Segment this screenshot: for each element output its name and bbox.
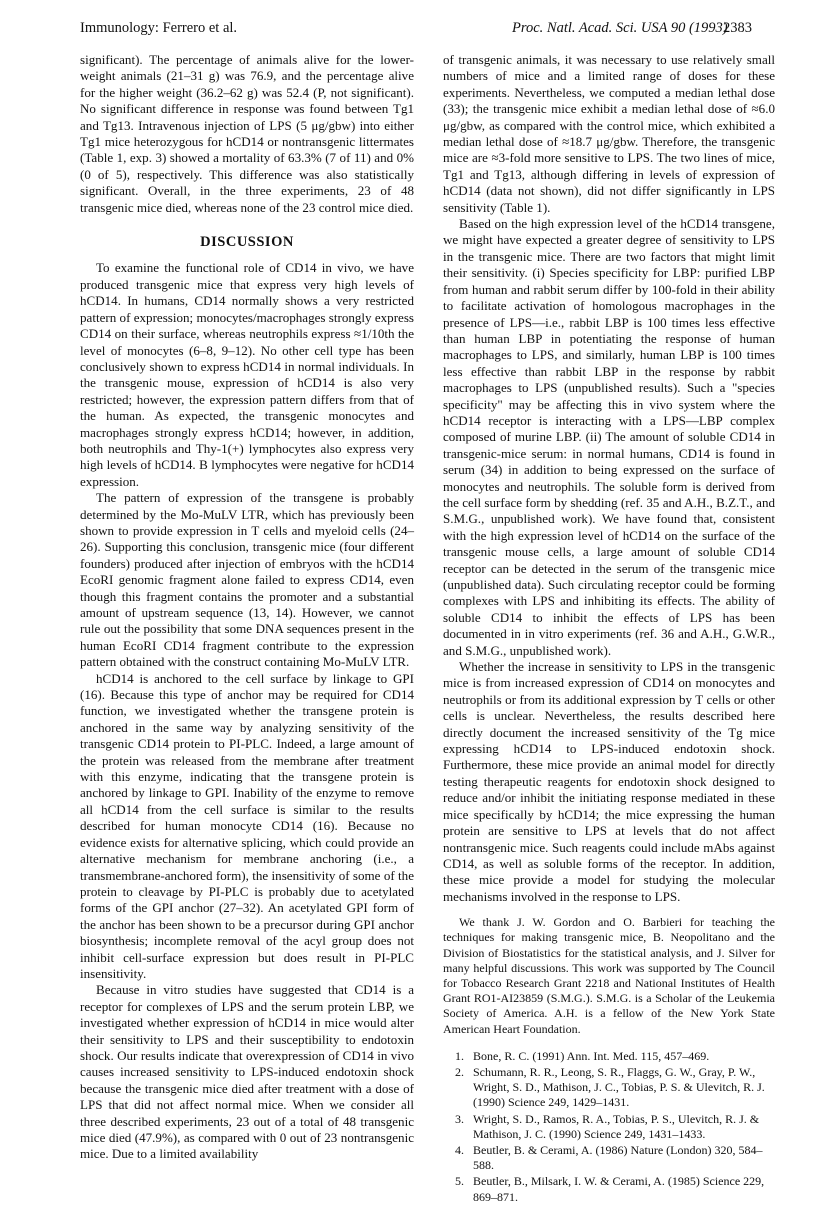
- reference-number: 5.: [455, 1174, 464, 1189]
- reference-number: 1.: [455, 1048, 464, 1063]
- running-header: [80, 20, 752, 42]
- header-section-authors: Immunology: Ferrero et al.: [80, 20, 238, 36]
- reference-number: 3.: [455, 1111, 464, 1126]
- reference-text: Wright, S. D., Ramos, R. A., Tobias, P. S., Ulevitch, R. J. & Mathison, J. C. (1990) Science 249, 1431–1433.: [473, 1111, 760, 1141]
- reference-item: [443, 1143, 775, 1173]
- header-journal-citation: Proc. Natl. Acad. Sci. USA 90 (1993): [512, 20, 728, 36]
- reference-text: Schumann, R. R., Leong, S. R., Flaggs, G. W., Gray, P. W., Wright, S. D., Mathison, J. C., Tobias, P. S. & Ulevitch, R. J. (1990) Science 249, 1429–1431.: [473, 1064, 765, 1110]
- reference-item: [443, 1174, 775, 1204]
- discussion-paragraph-3: hCD14 is anchored to the cell surface by linkage to GPI (16). Because this type of anchor may be required for CD14 function, we investigated whether the transgene protein is anchored in the same way by analyzing sensitivity of the transgenic CD14 protein to PI-PLC. Indeed, a large amount of the protein was released from the membrane after treatment with this enzyme, indicating that the transgene protein is anchored by linkage to GPI. Inability of the enzyme to remove all hCD14 from the cell surface is similar to the results described for human monocyte CD14 (16). Because no evidence exists for alternative splicing, which could provide an alternative mechanism for membrane anchoring (i.e., a transmembrane-anchored form), the insensitivity of some of the protein to cleavage by PI-PLC is probably due to acetylated forms of the GPI anchor (27–32). An acetylated GPI form of the anchor has been shown to be a precursor during GPI anchor biosynthesis; incomplete removal of the acyl group does not inhibit cell-surface expression but does result in PI-PLC insensitivity.: [80, 670, 414, 981]
- discussion-heading: DISCUSSION: [200, 234, 294, 251]
- discussion-paragraph-5: of transgenic animals, it was necessary to use relatively small numbers of mice and a limited range of doses for these experiments. Nevertheless, we computed a median lethal dose (33); the transgenic mice exhibit a median lethal dose of ≈6.0 μg/gbw, as compared with the control mice, which exhibited a median lethal dose of ≈18.7 μg/gbw. Therefore, the transgenic mice are ≈3-fold more sensitive to LPS. The two lines of mice, Tg1 and Tg13, although differing in levels of expression of hCD14 (data not shown), did not differ significantly in LPS sensitivity (Table 1).: [443, 52, 775, 215]
- discussion-paragraph-7: Whether the increase in sensitivity to LPS in the transgenic mice is from increased expression of CD14 on monocytes and neutrophils or from its additional expression by T cells or other cells is unclear. Nevertheless, the results described here directly document the increased sensitivity of the Tg mice expressing hCD14 to LPS-induced endotoxin shock. Furthermore, these mice provide an animal model for directly testing therapeutic reagents for endotoxin shock designed to reduce and/or inhibit the initiating response mediated in these mice specifically by hCD14; the mice expressing the human protein are sensitive to LPS at levels that do not affect nontransgenic mice. Such reagents could include mAbs against CD14, as well as soluble forms of the receptor. In addition, these mice provide a model for studying the molecular mechanisms involved in the response to LPS.: [443, 659, 775, 904]
- page-number: 2383: [723, 20, 752, 36]
- discussion-paragraph-4: Because in vitro studies have suggested that CD14 is a receptor for complexes of LPS and the serum protein LBP, we investigated whether expression of hCD14 in mice would alter their sensitivity to LPS and their susceptibility to endotoxin shock. Our results indicate that overexpression of CD14 in vivo causes increased sensitivity to LPS-induced endotoxin shock because the transgenic mice died after treatment with a dose of LPS that did not affect normal mice. When we consider all three described experiments, 23 out of a total of 48 transgenic mice died (47.9%), as compared with 0 out of 23 nontransgenic mice. Due to a limited availability: [80, 982, 414, 1162]
- reference-item: [443, 1065, 775, 1111]
- results-paragraph-end: significant). The percentage of animals alive for the lower-weight animals (21–31 g) was 76.9, and the percentage alive for the higher weight (36.2–62 g) was 52.4 (P, not significant). No significant difference in response was found between Tg1 and Tg13. Intravenous injection of LPS (5 μg/gbw) into either Tg1 mice heterozygous for hCD14 or nontransgenic littermates (Table 1, exp. 3) showed a mortality of 63.3% (7 of 11) and 0% (0 of 5), respectively. This difference was also statistically significant. Overall, in the three experiments, 23 of 48 transgenic mice died, whereas none of the 23 control mice died.: [80, 52, 414, 215]
- reference-text: Beutler, B., Milsark, I. W. & Cerami, A. (1985) Science 229, 869–871.: [473, 1174, 765, 1204]
- reference-item: [443, 1049, 775, 1064]
- reference-number: 2.: [455, 1064, 464, 1079]
- left-column: [80, 52, 414, 1163]
- reference-item: [443, 1112, 775, 1142]
- reference-text: Bone, R. C. (1991) Ann. Int. Med. 115, 457–469.: [473, 1048, 710, 1063]
- reference-list: [443, 1049, 775, 1205]
- discussion-paragraph-6: Based on the high expression level of the hCD14 transgene, we might have expected a greater degree of sensitivity to LPS in the transgenic mice. There are two factors that might limit their sensitivity. (i) Species specificity for LBP: purified LBP from human and rabbit serum differ by 100-fold in their ability to facilitate activation of homologous macrophages in the presence of LPS—i.e., rabbit LBP is 100 times less effective than human LBP in potentiating the response of human macrophages to LPS, and similarly, human LBP is 100 times less effective than rabbit LBP in the response by rabbit macrophages to LPS (unpublished results). Such a "species specificity" may be affecting this in vivo system where the hCD14 receptor is interacting with a LPS—LBP complex composed of murine LBP. (ii) The amount of soluble CD14 in transgenic-mice serum: in normal humans, CD14 is found in serum (34) in addition to being expressed on the surface of monocytes and neutrophils. The soluble form is derived from the cell surface form by shedding (ref. 35 and A.H., B.Z.T., and S.M.G., unpublished work). We have found that, consistent with the high expression level of hCD14 on the surface of the transgenic mouse cells, a large amount of soluble CD14 receptor can be detected in the serum of the transgenic mice (unpublished data). Such circulating receptor could be forming complexes with LPS and inhibiting its effects. The ability of soluble CD14 to inhibit the effects of LPS has been documented in in vitro experiments (ref. 36 and A.H., G.W.R., and S.M.G., unpublished work).: [443, 216, 775, 658]
- discussion-paragraph-2: The pattern of expression of the transgene is probably determined by the Mo-MuLV LTR, which has previously been shown to provide expression in T cells and myeloid cells (24–26). Supporting this conclusion, transgenic mice (four different founders) produced after injection of embryos with the hCD14 EcoRI genomic fragment alone failed to express CD14, even though this fragment contains the promoter and a substantial amount of upstream sequence (13, 14). However, we cannot rule out the possibility that some DNA sequences present in the human EcoRI CD14 fragment contribute to the expression pattern obtained with the construct containing Mo-MuLV LTR.: [80, 490, 414, 670]
- reference-text: Beutler, B. & Cerami, A. (1986) Nature (London) 320, 584–588.: [473, 1142, 763, 1173]
- acknowledgments: We thank J. W. Gordon and O. Barbieri for teaching the techniques for making transgenic mice, B. Neopolitano and the Division of Biostatistics for the statistical analysis, and J. Silver for many helpful discussions. This work was supported by The Council for Tobacco Research Grant 2218 and National Institutes of Health Grant RO1-AI23859 (S.M.G.). S.M.G. is a Scholar of the Leukemia Society of America. A.H. is a fellow of the New York State American Heart Foundation.: [443, 915, 775, 1036]
- discussion-paragraph-1: To examine the functional role of CD14 in vivo, we have produced transgenic mice that express very high levels of hCD14. In humans, CD14 normally shows a very restricted pattern of expression; monocytes/macrophages strongly express CD14 on their surface, whereas neutrophils express ≈1/10th the level of monocytes (6–8, 9–12). No other cell type has been conclusively shown to express hCD14 in normal individuals. In the transgenic mouse, expression of hCD14 is also very restricted; however, the expression pattern differs from that of the human. As expected, the transgenic monocytes and macrophages strongly express hCD14; however, in addition, both neutrophils and Thy-1(+) lymphocytes also express very high levels of hCD14. B lymphocytes were negative for hCD14 expression.: [80, 260, 414, 489]
- reference-number: 4.: [455, 1142, 464, 1157]
- right-column: [443, 52, 775, 1206]
